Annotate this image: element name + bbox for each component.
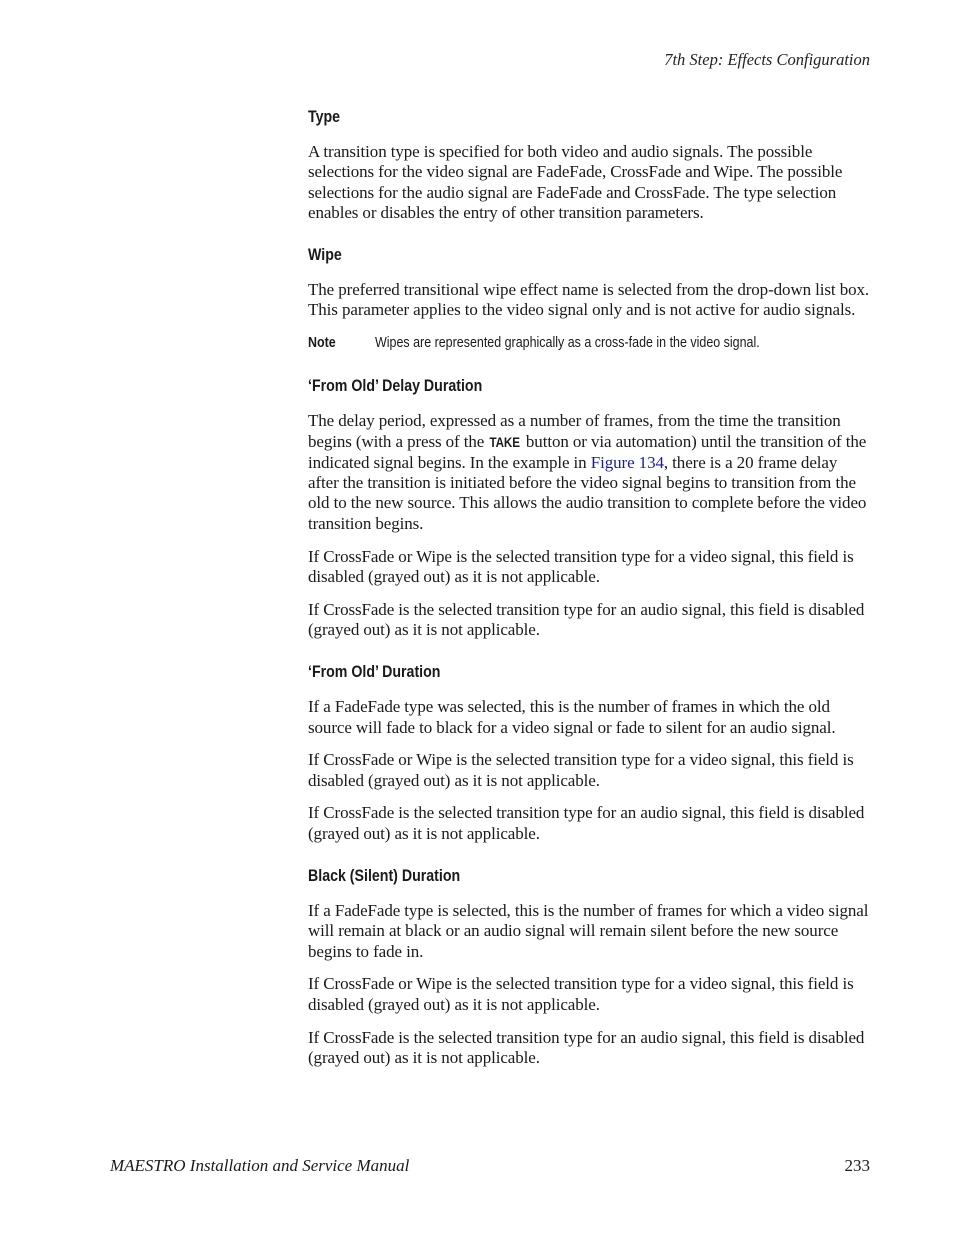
- paragraph: If CrossFade is the selected transition type for an audio signal, this field is disabled (grayed out) as it is not applicable.: [308, 803, 865, 843]
- section-from-old-delay: [308, 375, 872, 640]
- heading-from-old-delay: ‘From Old’ Delay Duration: [308, 377, 483, 396]
- paragraph: If a FadeFade type was selected, this is the number of frames in which the old source will fade to black for a video signal or fade to silent for an audio signal.: [308, 697, 836, 737]
- text-run: , there is a 20 frame delay after the transition is initiated before the video signal begins to transition from the old to the new source. This allows the audio transition to complete before the video transition begins.: [308, 452, 867, 533]
- footer-page-number: 233: [844, 1156, 870, 1175]
- paragraph: If a FadeFade type is selected, this is the number of frames for which a video signal will remain at black or an audio signal will remain silent before the new source begins to fade in.: [308, 901, 869, 961]
- text-run: button or via automation) until the transition of the indicated signal begins. In the example in: [308, 431, 867, 472]
- section-type: [308, 106, 872, 223]
- note: [308, 333, 872, 353]
- paragraph: A transition type is specified for both video and audio signals. The possible selections for the video signal are FadeFade, CrossFade and Wipe. The possible selections for the audio signal are FadeFade and CrossFade. The type selection enables or disables the entry of other transition parameters.: [308, 142, 843, 222]
- figure-link[interactable]: Figure 134: [590, 452, 664, 472]
- heading-type: Type: [308, 108, 341, 126]
- paragraph: If CrossFade is the selected transition type for an audio signal, this field is disabled (grayed out) as it is not applicable.: [308, 1027, 865, 1067]
- paragraph: If CrossFade or Wipe is the selected transition type for a video signal, this field is disabled (grayed out) as it is not applicable.: [308, 750, 854, 790]
- section-from-old-duration: [308, 661, 872, 844]
- heading-black-duration: Black (Silent) Duration: [308, 867, 461, 886]
- footer-manual-title: MAESTRO Installation and Service Manual: [110, 1156, 410, 1175]
- paragraph: [308, 411, 872, 534]
- running-head: 7th Step: Effects Configuration: [664, 50, 870, 69]
- page-content: [308, 106, 872, 1089]
- heading-wipe: Wipe: [308, 246, 342, 265]
- paragraph: If CrossFade or Wipe is the selected transition type for a video signal, this field is disabled (grayed out) as it is not applicable.: [308, 546, 854, 586]
- text-run: The delay period, expressed as a number of frames, from the time the transition begins (with a press of the: [308, 411, 841, 451]
- paragraph: If CrossFade or Wipe is the selected transition type for a video signal, this field is disabled (grayed out) as it is not applicable.: [308, 974, 854, 1014]
- section-black-duration: [308, 865, 872, 1068]
- section-wipe: [308, 244, 872, 353]
- note-label: Note: [308, 335, 336, 352]
- note-text: Wipes are represented graphically as a cross-fade in the video signal.: [375, 335, 760, 352]
- heading-from-old-duration: ‘From Old’ Duration: [308, 663, 441, 682]
- take-keyword: TAKE: [489, 434, 521, 450]
- paragraph: The preferred transitional wipe effect name is selected from the drop-down list box. This parameter applies to the video signal only and is not active for audio signals.: [308, 280, 870, 320]
- paragraph: If CrossFade is the selected transition type for an audio signal, this field is disabled (grayed out) as it is not applicable.: [308, 599, 865, 639]
